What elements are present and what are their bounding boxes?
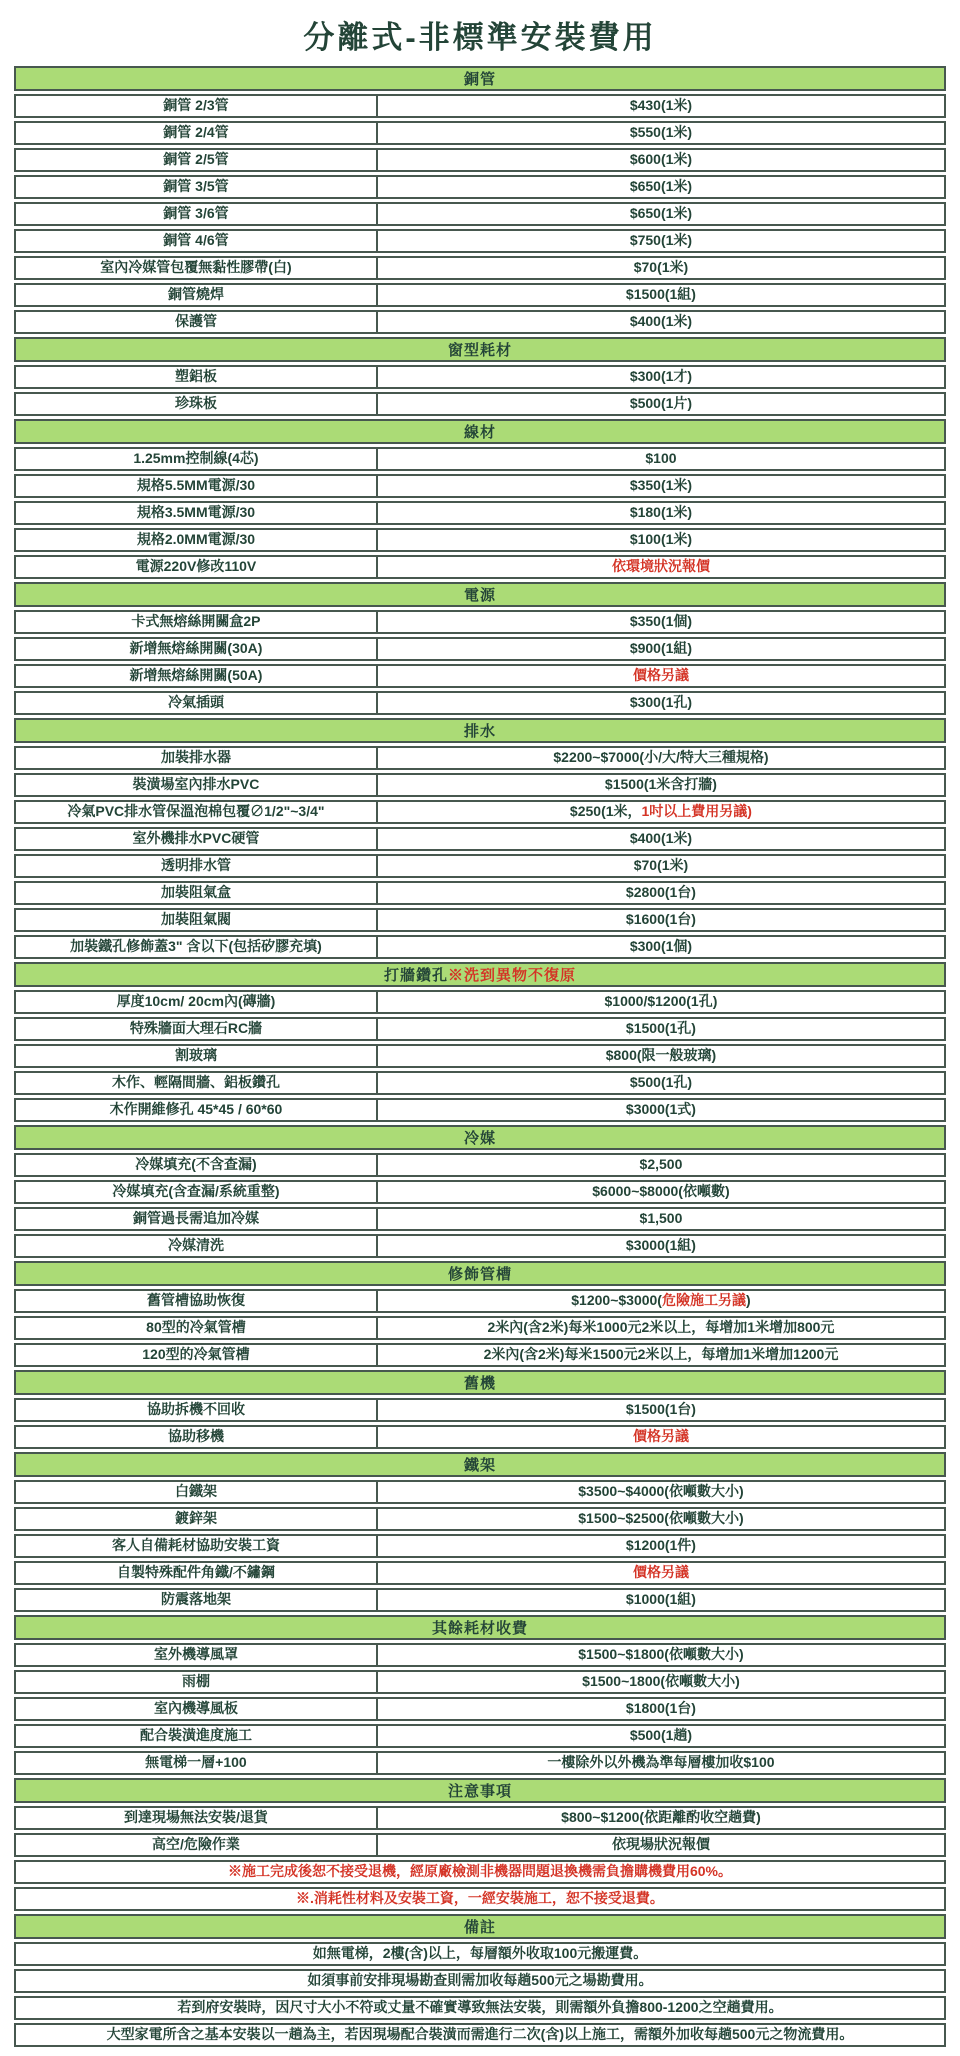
item-cell: 規格3.5MM電源/30 [16, 503, 378, 523]
item-cell: 銅管 3/5管 [16, 177, 378, 197]
table-row [14, 121, 946, 145]
price-cell [378, 1100, 944, 1120]
text: 備註 [463, 1919, 496, 1936]
item-cell: 新增無熔絲開關(50A) [16, 666, 378, 686]
table-row [14, 854, 946, 878]
table-row [14, 827, 946, 851]
table-row [14, 474, 946, 498]
page-title: 分離式-非標準安裝費用 [303, 20, 657, 55]
red-text: 價格另議 [632, 667, 689, 684]
price-cell [378, 1482, 944, 1502]
table-row [14, 1833, 946, 1857]
text: $70(1米) [633, 259, 689, 276]
table-row [14, 1044, 946, 1068]
table-row [14, 283, 946, 307]
price-cell [378, 150, 944, 170]
text: $70(1米) [633, 857, 689, 874]
item-cell: 銅管 4/6管 [16, 231, 378, 251]
section-header [14, 1370, 946, 1395]
item-cell: 木作、輕隔間牆、鋁板鑽孔 [16, 1073, 378, 1093]
table-row [14, 990, 946, 1014]
text: $1,500 [639, 1210, 683, 1227]
text: $500(1孔) [629, 1074, 693, 1091]
price-cell [378, 1753, 944, 1773]
table-row [14, 746, 946, 770]
item-cell: 銅管 2/3管 [16, 96, 378, 116]
price-cell [378, 1155, 944, 1175]
fee-table [14, 66, 946, 2047]
table-row [14, 1561, 946, 1585]
price-cell [378, 802, 944, 822]
text: $600(1米) [629, 151, 693, 168]
table-row [14, 94, 946, 118]
text: $300(1才) [629, 368, 693, 385]
text: $400(1米) [629, 313, 693, 330]
text: $500(1片) [629, 395, 693, 412]
text: 大型家電所含之基本安裝以一趟為主，若因現場配合裝潢而需進行二次(含)以上施工，需額外加收每趟500元之物流費用。 [106, 2026, 854, 2043]
table-row [14, 1860, 946, 1884]
price-cell [378, 1209, 944, 1229]
text: $650(1米) [629, 205, 693, 222]
note-cell [16, 1998, 944, 2018]
text: $2,500 [639, 1156, 683, 1173]
section-header [14, 1778, 946, 1803]
table-row [14, 1670, 946, 1694]
price-cell [378, 476, 944, 496]
price-cell [378, 258, 944, 278]
item-cell: 冷氣插頭 [16, 693, 378, 713]
item-cell: 80型的冷氣管槽 [16, 1318, 378, 1338]
text: $3500~$4000(依噸數大小) [578, 1483, 744, 1500]
table-row [14, 555, 946, 579]
note-cell [16, 1862, 944, 1882]
text: $800(限一般玻璃) [605, 1047, 717, 1064]
price-cell [378, 1645, 944, 1665]
price-cell [378, 503, 944, 523]
text: $350(1個) [629, 613, 693, 630]
table-row [14, 1724, 946, 1748]
item-cell: 特殊牆面大理石RC牆 [16, 1019, 378, 1039]
text: 打牆鑽孔 [383, 967, 448, 984]
item-cell: 透明排水管 [16, 856, 378, 876]
price-cell [378, 992, 944, 1012]
table-row [14, 881, 946, 905]
item-cell: 銅管 2/5管 [16, 150, 378, 170]
price-cell [378, 1345, 944, 1365]
item-cell: 雨棚 [16, 1672, 378, 1692]
item-cell: 1.25mm控制線(4芯) [16, 449, 378, 469]
table-row [14, 1480, 946, 1504]
item-cell: 珍珠板 [16, 394, 378, 414]
price-cell [378, 1835, 944, 1855]
table-row [14, 1343, 946, 1367]
item-cell: 室內機導風板 [16, 1699, 378, 1719]
section-header [14, 582, 946, 607]
text: $100 [645, 450, 677, 467]
price-cell [378, 394, 944, 414]
text: 線材 [463, 424, 496, 441]
item-cell: 配合裝潢進度施工 [16, 1726, 378, 1746]
table-row [14, 1098, 946, 1122]
item-cell: 割玻璃 [16, 1046, 378, 1066]
text: $900(1組) [629, 640, 693, 657]
text: $1500~$2500(依噸數大小) [578, 1510, 744, 1527]
table-row [14, 1507, 946, 1531]
text: 2米內(含2米)每米1500元2米以上，每增加1米增加1200元 [483, 1346, 839, 1363]
price-cell [378, 1808, 944, 1828]
text: 其餘耗材收費 [431, 1620, 528, 1637]
item-cell: 室內冷媒管包覆無黏性膠帶(白) [16, 258, 378, 278]
price-cell [378, 312, 944, 332]
section-header [14, 718, 946, 743]
item-cell: 自製特殊配件角鐵/不鏽鋼 [16, 1563, 378, 1583]
price-cell [378, 1563, 944, 1583]
text: 2米內(含2米)每米1000元2米以上，每增加1米增加800元 [487, 1319, 835, 1336]
text: $300(1個) [629, 938, 693, 955]
table-row [14, 1425, 946, 1449]
red-text: 1吋以上費用另議) [641, 803, 752, 820]
table-row [14, 310, 946, 334]
table-row [14, 1207, 946, 1231]
red-text: ※.消耗性材料及安裝工資，一經安裝施工，恕不接受退費。 [296, 1890, 664, 1907]
price-cell [378, 639, 944, 659]
text: $2800(1台) [625, 884, 696, 901]
text: $1200~$3000( [571, 1292, 662, 1309]
text: 銅管 [463, 71, 496, 88]
table-row [14, 1017, 946, 1041]
text: 修飾管槽 [447, 1266, 512, 1283]
item-cell: 加裝阻氣盒 [16, 883, 378, 903]
red-text: 價格另議 [632, 1564, 689, 1581]
text: $3000(1組) [625, 1237, 696, 1254]
section-header [14, 1452, 946, 1477]
item-cell: 厚度10cm/ 20cm內(磚牆) [16, 992, 378, 1012]
table-row [14, 1887, 946, 1911]
price-cell [378, 612, 944, 632]
text: $430(1米) [629, 97, 693, 114]
table-row [14, 1588, 946, 1612]
table-row [14, 637, 946, 661]
item-cell: 室外機排水PVC硬管 [16, 829, 378, 849]
section-header [14, 1615, 946, 1640]
text: 一樓除外以外機為準每層樓加收$100 [547, 1754, 775, 1771]
table-row [14, 1996, 946, 2020]
text: $800~$1200(依距離酌收空趟費) [561, 1809, 761, 1826]
price-cell [378, 666, 944, 686]
text: $180(1米) [629, 504, 693, 521]
table-row [14, 1751, 946, 1775]
table-row [14, 1697, 946, 1721]
text: $650(1米) [629, 178, 693, 195]
price-cell [378, 748, 944, 768]
price-cell [378, 123, 944, 143]
item-cell: 銅管燒焊 [16, 285, 378, 305]
text: $1000/$1200(1孔) [604, 993, 718, 1010]
price-cell [378, 1046, 944, 1066]
price-cell [378, 910, 944, 930]
text: 依現場狀況報價 [611, 1836, 710, 1853]
text: $400(1米) [629, 830, 693, 847]
red-text: 依環境狀況報價 [611, 558, 710, 575]
price-cell [378, 1427, 944, 1447]
price-cell [378, 96, 944, 116]
text: $750(1米) [629, 232, 693, 249]
table-row [14, 1289, 946, 1313]
price-cell [378, 829, 944, 849]
text: ) [745, 1292, 751, 1309]
red-text: 價格另議 [632, 1428, 689, 1445]
table-row [14, 800, 946, 824]
price-cell [378, 557, 944, 577]
text: 排水 [463, 723, 496, 740]
table-row [14, 2023, 946, 2047]
price-cell [378, 204, 944, 224]
item-cell: 加裝阻氣閥 [16, 910, 378, 930]
text: $1200(1件) [625, 1537, 696, 1554]
table-row [14, 1806, 946, 1830]
table-row [14, 447, 946, 471]
item-cell: 保護管 [16, 312, 378, 332]
item-cell: 冷媒填充(不含查漏) [16, 1155, 378, 1175]
text: $550(1米) [629, 124, 693, 141]
price-cell [378, 285, 944, 305]
note-cell [16, 1889, 944, 1909]
table-row [14, 229, 946, 253]
item-cell: 電源220V修改110V [16, 557, 378, 577]
text: $2200~$7000(小/大/特大三種規格) [553, 749, 769, 766]
price-cell [378, 1536, 944, 1556]
table-row [14, 908, 946, 932]
table-row [14, 1234, 946, 1258]
text: $1000(1組) [625, 1591, 696, 1608]
item-cell: 白鐵架 [16, 1482, 378, 1502]
item-cell: 卡式無熔絲開關盒2P [16, 612, 378, 632]
table-row [14, 392, 946, 416]
text: 鐵架 [463, 1457, 496, 1474]
text: $300(1孔) [629, 694, 693, 711]
table-row [14, 501, 946, 525]
item-cell: 到達現場無法安裝/退貨 [16, 1808, 378, 1828]
text: $1500~$1800(依噸數大小) [578, 1646, 744, 1663]
table-row [14, 1071, 946, 1095]
item-cell: 鍍鋅架 [16, 1509, 378, 1529]
price-cell [378, 1400, 944, 1420]
table-row [14, 1942, 946, 1966]
price-cell [378, 449, 944, 469]
price-cell [378, 1590, 944, 1610]
item-cell: 冷媒填充(含查漏/系統重整) [16, 1182, 378, 1202]
price-cell [378, 1318, 944, 1338]
item-cell: 120型的冷氣管槽 [16, 1345, 378, 1365]
item-cell: 塑鋁板 [16, 367, 378, 387]
table-row [14, 1969, 946, 1993]
price-cell [378, 177, 944, 197]
price-cell [378, 1291, 944, 1311]
item-cell: 高空/危險作業 [16, 1835, 378, 1855]
item-cell: 銅管 3/6管 [16, 204, 378, 224]
item-cell: 無電梯一層+100 [16, 1753, 378, 1773]
item-cell: 加裝鐵孔修飾蓋3" 含以下(包括矽膠充填) [16, 937, 378, 957]
table-row [14, 1534, 946, 1558]
section-header [14, 337, 946, 362]
text: 如須事前安排現場勘查則需加收每趟500元之場勘費用。 [307, 1972, 653, 1989]
section-header [14, 1261, 946, 1286]
text: 舊機 [463, 1375, 496, 1392]
text: $100(1米) [629, 531, 693, 548]
item-cell: 防震落地架 [16, 1590, 378, 1610]
note-cell [16, 1944, 944, 1964]
table-row [14, 1153, 946, 1177]
text: 如無電梯，2樓(含)以上，每層額外收取100元搬運費。 [312, 1945, 648, 1962]
item-cell: 加裝排水器 [16, 748, 378, 768]
table-row [14, 1316, 946, 1340]
text: 注意事項 [447, 1783, 512, 1800]
text: $1500(1米含打牆) [604, 776, 717, 793]
table-row [14, 664, 946, 688]
price-cell [378, 1699, 944, 1719]
table-row [14, 175, 946, 199]
item-cell: 冷氣PVC排水管保溫泡棉包覆∅1/2"~3/4" [16, 802, 378, 822]
price-cell [378, 856, 944, 876]
section-header [14, 962, 946, 987]
red-text: 危險施工另議 [661, 1292, 746, 1309]
note-cell [16, 1971, 944, 1991]
text: $500(1趟) [629, 1727, 693, 1744]
item-cell: 舊管槽協助恢復 [16, 1291, 378, 1311]
section-header [14, 419, 946, 444]
price-cell [378, 367, 944, 387]
text: $250(1米， [569, 803, 642, 820]
section-header [14, 1914, 946, 1939]
price-cell [378, 693, 944, 713]
price-cell [378, 1182, 944, 1202]
table-row [14, 1398, 946, 1422]
text: $350(1米) [629, 477, 693, 494]
red-text: ※施工完成後恕不接受退機，經原廠檢測非機器問題退換機需負擔購機費用60%。 [227, 1863, 733, 1880]
text: 電源 [463, 587, 496, 604]
item-cell: 協助拆機不回收 [16, 1400, 378, 1420]
price-cell [378, 1672, 944, 1692]
item-cell: 室外機導風罩 [16, 1645, 378, 1665]
table-row [14, 365, 946, 389]
red-text: ※洗到異物不復原 [448, 967, 577, 984]
text: $1500~1800(依噸數大小) [582, 1673, 740, 1690]
table-row [14, 148, 946, 172]
section-header [14, 66, 946, 91]
item-cell: 新增無熔絲開關(30A) [16, 639, 378, 659]
table-row [14, 1180, 946, 1204]
text: $1500(1台) [625, 1401, 696, 1418]
price-cell [378, 231, 944, 251]
text: 窗型耗材 [447, 342, 512, 359]
price-cell [378, 530, 944, 550]
table-row [14, 691, 946, 715]
item-cell: 銅管過長需追加冷媒 [16, 1209, 378, 1229]
table-row [14, 773, 946, 797]
price-cell [378, 1236, 944, 1256]
item-cell: 銅管 2/4管 [16, 123, 378, 143]
table-row [14, 528, 946, 552]
text: $3000(1式) [625, 1101, 696, 1118]
table-row [14, 1643, 946, 1667]
price-cell [378, 1019, 944, 1039]
item-cell: 裝潢場室內排水PVC [16, 775, 378, 795]
item-cell: 木作開維修孔 45*45 / 60*60 [16, 1100, 378, 1120]
text: $1500(1組) [625, 286, 696, 303]
text: 若到府安裝時，因尺寸大小不符或丈量不確實導致無法安裝，則需額外負擔800-1200之空趟費用。 [177, 1999, 783, 2016]
note-cell [16, 2025, 944, 2045]
text: $1500(1孔) [625, 1020, 696, 1037]
table-row [14, 256, 946, 280]
table-row [14, 202, 946, 226]
table-row [14, 935, 946, 959]
text: $6000~$8000(依噸數) [592, 1183, 730, 1200]
price-cell [378, 937, 944, 957]
item-cell: 規格5.5MM電源/30 [16, 476, 378, 496]
item-cell: 協助移機 [16, 1427, 378, 1447]
item-cell: 冷媒清洗 [16, 1236, 378, 1256]
text: 冷媒 [463, 1130, 496, 1147]
price-cell [378, 775, 944, 795]
price-cell [378, 1509, 944, 1529]
section-header [14, 1125, 946, 1150]
price-cell [378, 1726, 944, 1746]
table-row [14, 610, 946, 634]
item-cell: 規格2.0MM電源/30 [16, 530, 378, 550]
price-cell [378, 1073, 944, 1093]
item-cell: 客人自備耗材協助安裝工資 [16, 1536, 378, 1556]
text: $1800(1台) [625, 1700, 696, 1717]
text: $1600(1台) [625, 911, 696, 928]
price-cell [378, 883, 944, 903]
